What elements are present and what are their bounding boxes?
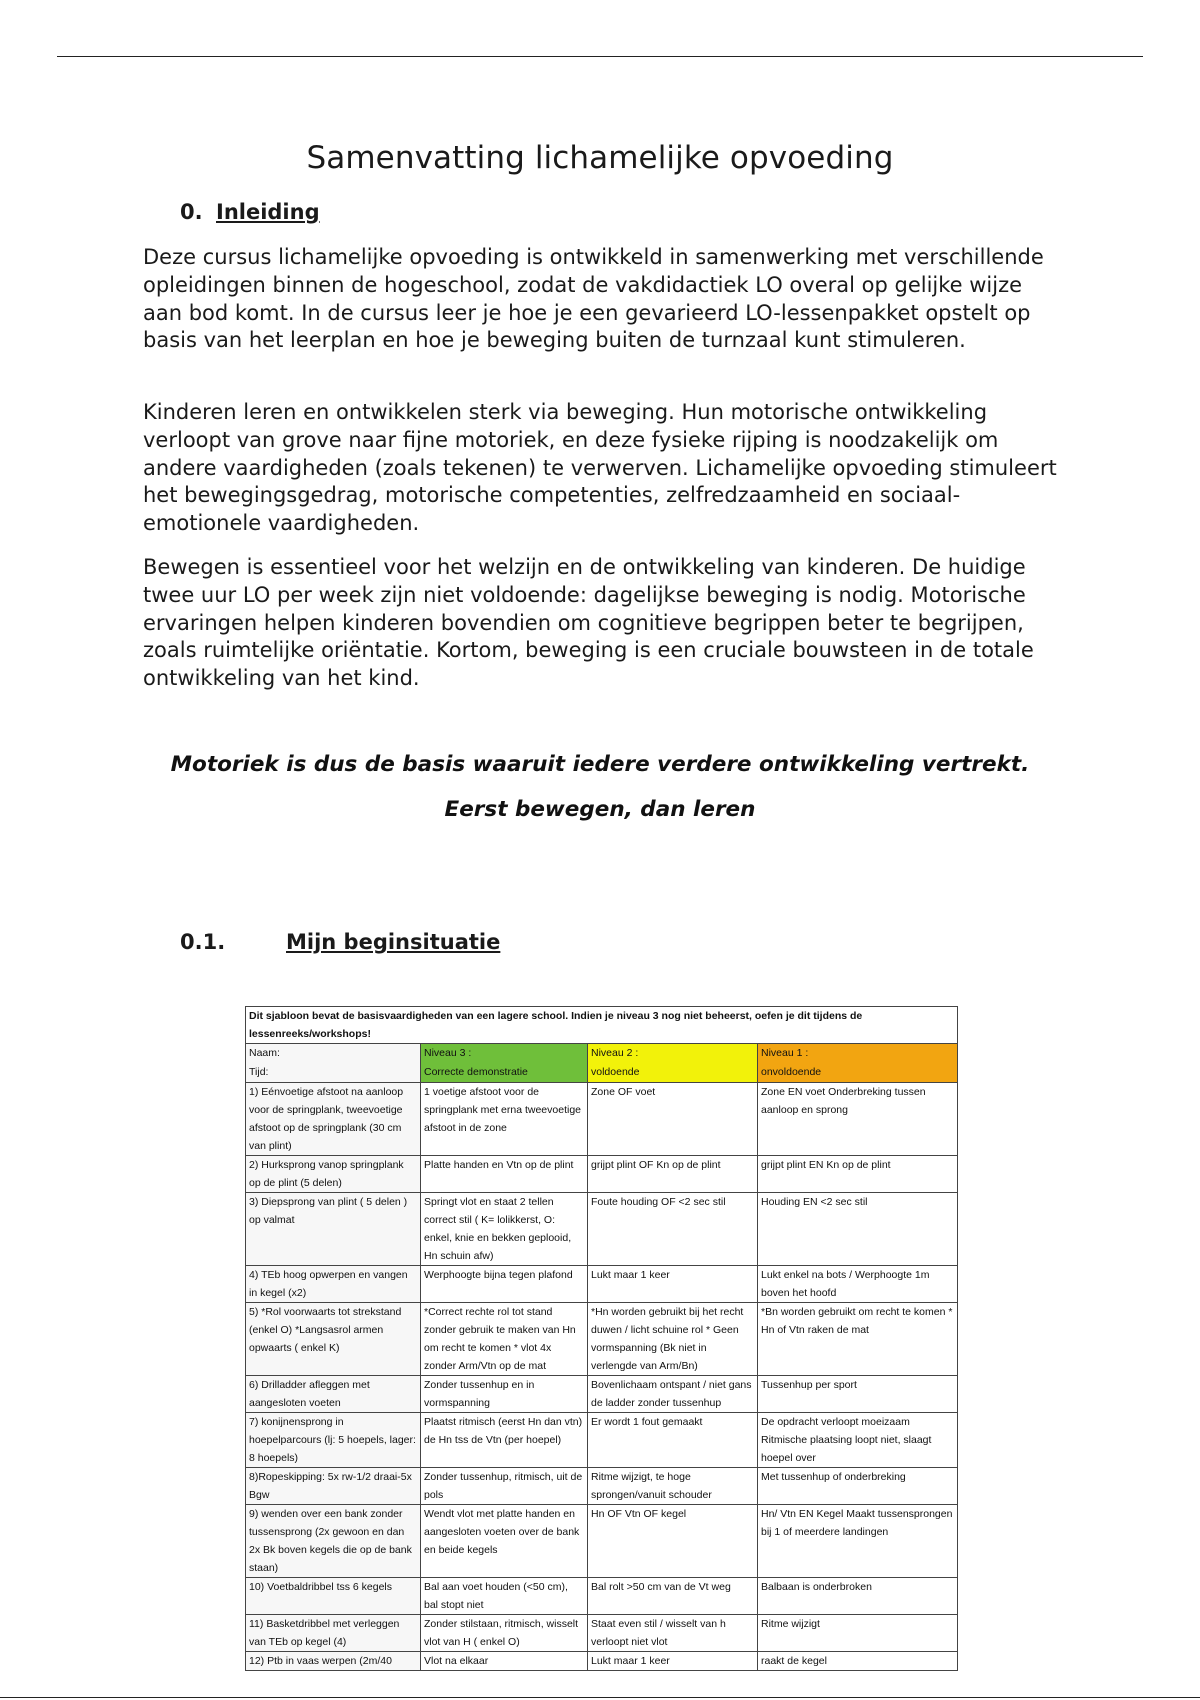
table-row [246,1266,958,1303]
table-row [246,1303,958,1376]
level-2-cell: Er wordt 1 fout gemaakt [588,1413,758,1468]
intro-paragraph-1: Deze cursus lichamelijke opvoeding is ontwikkeld in samenwerking met verschillende opleidingen binnen de hogeschool, zodat de vakdidactiek LO overal op gelijke wijze aan bod komt. In de cursus leer je hoe je een gevarieerd LO-lessenpakket opstelt op basis van het leerplan en hoe je beweging buiten de turnzaal kunt stimuleren. [143,245,1044,353]
header-name-time [246,1044,421,1083]
header-level-1 [758,1044,958,1083]
skill-cell: 1) Eénvoetige afstoot na aanloop voor de springplank, tweevoetige afstoot op de springplank (30 cm van plint) [246,1083,421,1156]
table-header-row [246,1044,958,1083]
skill-cell: 2) Hurksprong vanop springplank op de plint (5 delen) [246,1156,421,1193]
skills-table-container [245,1006,957,1671]
header-level-3-subtitle: Correcte demonstratie [424,1066,528,1078]
level-2-cell: Hn OF Vtn OF kegel [588,1505,758,1578]
header-level-1-subtitle: onvoldoende [761,1066,822,1078]
level-2-cell: *Hn worden gebruikt bij het recht duwen / licht schuine rol * Geen vormspanning (Bk niet in verlengde van Arm/Bn) [588,1303,758,1376]
level-2-cell: Lukt maar 1 keer [588,1652,758,1671]
level-3-cell: Zonder tussenhup, ritmisch, uit de pols [421,1468,588,1505]
quote-motoriek: Motoriek is dus de basis waaruit iedere verdere ontwikkeling vertrekt. [170,752,1030,777]
table-row [246,1156,958,1193]
page-bottom-rule [0,1697,1200,1698]
page-title: Samenvatting lichamelijke opvoeding [306,140,894,176]
quote-eerst-bewegen: Eerst bewegen, dan leren [444,797,756,822]
skill-cell: 4) TEb hoog opwerpen en vangen in kegel (x2) [246,1266,421,1303]
level-1-cell: *Bn worden gebruikt om recht te komen * Hn of Vtn raken de mat [758,1303,958,1376]
skill-cell: 10) Voetbaldribbel tss 6 kegels [246,1578,421,1615]
level-1-cell: Ritme wijzigt [758,1615,958,1652]
section-number: 0.1. [180,930,226,954]
header-level-2-subtitle: voldoende [591,1066,640,1078]
section-title: Inleiding [216,200,320,224]
skills-table [245,1006,958,1671]
table-row [246,1193,958,1266]
skill-cell: 8)Ropeskipping: 5x rw-1/2 draai-5x Bgw [246,1468,421,1505]
level-3-cell: Zonder stilstaan, ritmisch, wisselt vlot van H ( enkel O) [421,1615,588,1652]
level-1-cell: De opdracht verloopt moeizaam Ritmische plaatsing loopt niet, slaagt hoepel over [758,1413,958,1468]
header-level-2-title: Niveau 2 : [591,1047,639,1059]
level-2-cell: Ritme wijzigt, te hoge sprongen/vanuit schouder [588,1468,758,1505]
level-2-cell: Bovenlichaam ontspant / niet gans de ladder zonder tussenhup [588,1376,758,1413]
level-3-cell: Plaatst ritmisch (eerst Hn dan vtn) de Hn tss de Vtn (per hoepel) [421,1413,588,1468]
level-3-cell: Springt vlot en staat 2 tellen correct stil ( K= lolikkerst, O: enkel, knie en bekken geplooid, Hn schuin afw) [421,1193,588,1266]
skill-cell: 7) konijnensprong in hoepelparcours (lj: 5 hoepels, lager: 8 hoepels) [246,1413,421,1468]
table-row [246,1468,958,1505]
level-3-cell: 1 voetige afstoot voor de springplank met erna tweevoetige afstoot in de zone [421,1083,588,1156]
intro-paragraph-2: Kinderen leren en ontwikkelen sterk via beweging. Hun motorische ontwikkeling verloopt van grove naar fijne motoriek, en deze fysieke rijping is noodzakelijk om andere vaardigheden (zoals tekenen) te verwerven. Lichamelijke opvoeding stimuleert het bewegingsgedrag, motorische competenties, zelfredzaamheid en sociaal-emotionele vaardigheden. [143,400,1057,536]
skill-cell: 3) Diepsprong van plint ( 5 delen ) op valmat [246,1193,421,1266]
skill-cell: 12) Ptb in vaas werpen (2m/40 [246,1652,421,1671]
section-number: 0. [180,200,203,224]
level-1-cell: Balbaan is onderbroken [758,1578,958,1615]
level-1-cell: Met tussenhup of onderbreking [758,1468,958,1505]
level-1-cell: Zone EN voet Onderbreking tussen aanloop en sprong [758,1083,958,1156]
table-intro-text: Dit sjabloon bevat de basisvaardigheden van een lagere school. Indien je niveau 3 nog niet beheerst, oefen je dit tijdens de lessenreeks/workshops! [246,1007,958,1044]
level-1-cell: Lukt enkel na bots / Werphoogte 1m boven het hoofd [758,1266,958,1303]
level-1-cell: Houding EN <2 sec stil [758,1193,958,1266]
skill-cell: 9) wenden over een bank zonder tussensprong (2x gewoon en dan 2x Bk boven kegels die op de bank staan) [246,1505,421,1578]
skill-cell: 5) *Rol voorwaarts tot strekstand (enkel O) *Langsasrol armen opwaarts ( enkel K) [246,1303,421,1376]
header-level-3-title: Niveau 3 : [424,1047,472,1059]
skill-cell: 6) Drilladder afleggen met aangesloten voeten [246,1376,421,1413]
table-intro-row [246,1007,958,1044]
table-row [246,1578,958,1615]
page-top-rule [57,56,1143,57]
level-2-cell: Staat even stil / wisselt van h verloopt niet vlot [588,1615,758,1652]
table-row [246,1413,958,1468]
header-name: Naam: [249,1047,280,1059]
level-2-cell: Zone OF voet [588,1083,758,1156]
section-heading-beginsituatie [180,930,500,954]
table-row [246,1615,958,1652]
level-3-cell: Zonder tussenhup en in vormspanning [421,1376,588,1413]
table-row [246,1083,958,1156]
level-3-cell: Werphoogte bijna tegen plafond [421,1266,588,1303]
level-3-cell: Wendt vlot met platte handen en aangesloten voeten over de bank en beide kegels [421,1505,588,1578]
table-row [246,1652,958,1671]
table-row [246,1376,958,1413]
section-heading-inleiding [180,200,320,224]
table-row [246,1505,958,1578]
level-2-cell: grijpt plint OF Kn op de plint [588,1156,758,1193]
header-level-3 [421,1044,588,1083]
header-time: Tijd: [249,1066,269,1078]
skill-cell: 11) Basketdribbel met verleggen van TEb op kegel (4) [246,1615,421,1652]
section-title: Mijn beginsituatie [286,930,501,954]
level-2-cell: Lukt maar 1 keer [588,1266,758,1303]
intro-paragraph-3: Bewegen is essentieel voor het welzijn en de ontwikkeling van kinderen. De huidige twee uur LO per week zijn niet voldoende: dagelijkse beweging is nodig. Motorische ervaringen helpen kinderen bovendien om cognitieve begrippen beter te begrijpen, zoals ruimtelijke oriëntatie. Kortom, beweging is een cruciale bouwsteen in de totale ontwikkeling van het kind. [143,555,1034,691]
level-1-cell: Tussenhup per sport [758,1376,958,1413]
level-1-cell: raakt de kegel [758,1652,958,1671]
level-1-cell: Hn/ Vtn EN Kegel Maakt tussensprongen bij 1 of meerdere landingen [758,1505,958,1578]
header-level-1-title: Niveau 1 : [761,1047,809,1059]
level-3-cell: Bal aan voet houden (<50 cm), bal stopt niet [421,1578,588,1615]
level-2-cell: Foute houding OF <2 sec stil [588,1193,758,1266]
level-3-cell: *Correct rechte rol tot stand zonder gebruik te maken van Hn om recht te komen * vlot 4x zonder Arm/Vtn op de mat [421,1303,588,1376]
level-1-cell: grijpt plint EN Kn op de plint [758,1156,958,1193]
header-level-2 [588,1044,758,1083]
level-3-cell: Vlot na elkaar [421,1652,588,1671]
level-2-cell: Bal rolt >50 cm van de Vt weg [588,1578,758,1615]
level-3-cell: Platte handen en Vtn op de plint [421,1156,588,1193]
